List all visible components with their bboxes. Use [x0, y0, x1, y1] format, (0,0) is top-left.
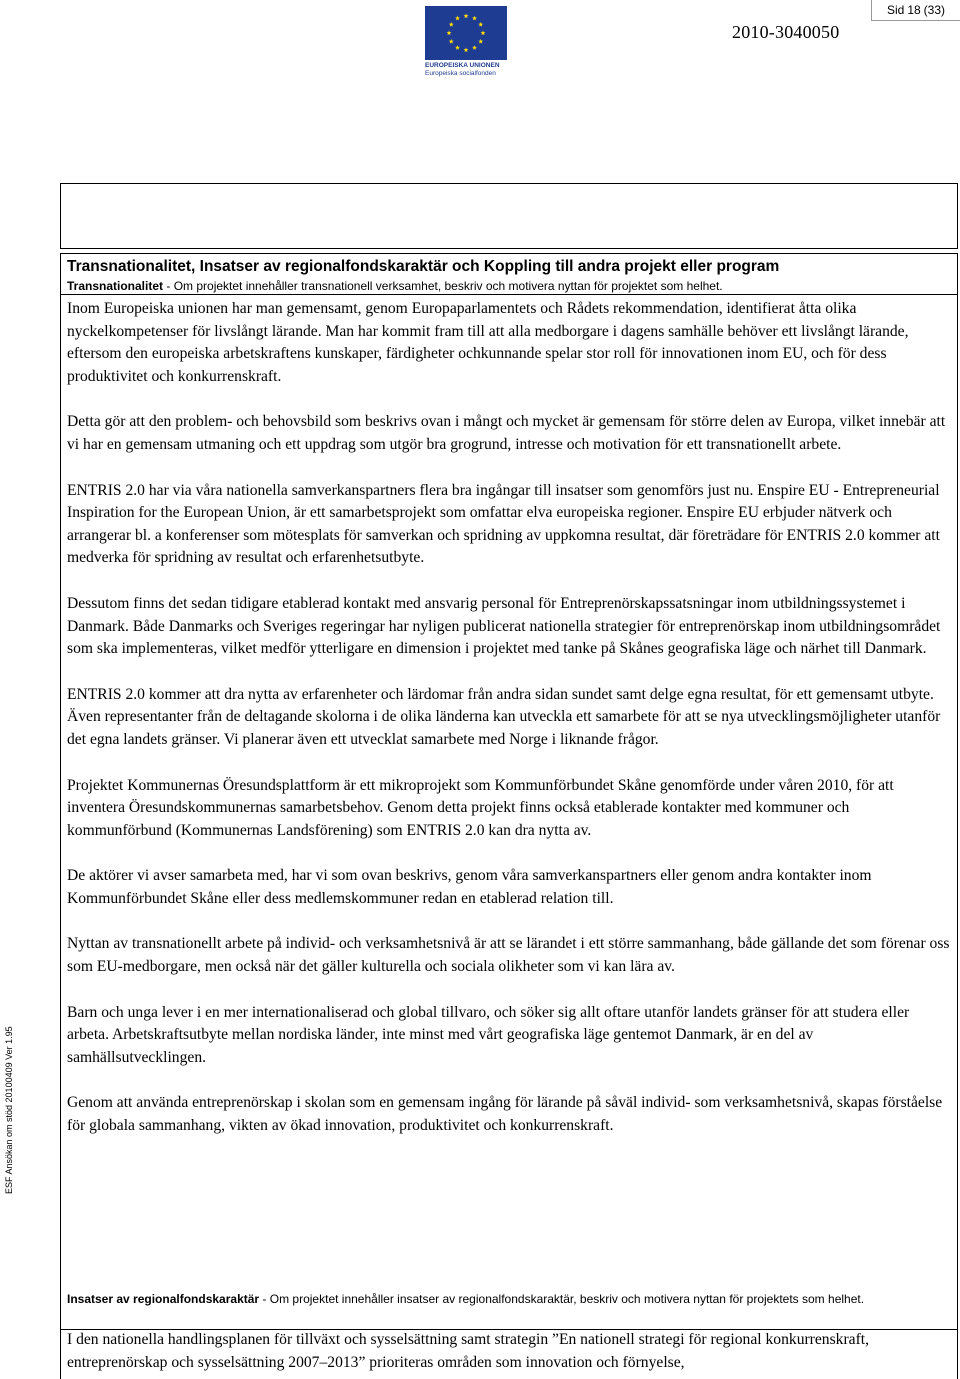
paragraph: ENTRIS 2.0 har via våra nationella samverkanspartners flera bra ingångar till insatser som genomförs just nu. Enspire EU - Entrepreneurial Inspiration for the European Union, är ett samarbetsprojekt som omfattar elva europeiska regioner. Enspire EU erbjuder nätverk och arrangerar bl. a konferenser som mötesplats för samverkan och spridning av uppkomna resultat, där företrädare för ENTRIS 2.0 kommer att medverka för spridning av resultat och erfarenhetsutbyte. [67, 481, 940, 567]
regional-text [67, 1329, 955, 1374]
page-label: Sid [886, 3, 905, 17]
section-subtitle [67, 279, 953, 293]
form-version-footer: ESF Ansökan om stöd 20100409 Ver 1.95 [4, 1026, 14, 1194]
eu-star [455, 45, 460, 50]
eu-star [455, 16, 460, 21]
paragraph: ENTRIS 2.0 kommer att dra nytta av erfarenheter och lärdomar från andra sidan sundet samt delge egna resultat, för ett gemensamt utbyte. Även representanter från de deltagande skolorna i de olika länderna kan utveckla ett samarbete för att se nya utvecklingsmöjligheter utanför det egna landets gränser. Vi planerar även ett utvecklat samarbete med Norge i liknande frågor. [67, 685, 941, 748]
paragraph: Nyttan av transnationellt arbete på individ- och verksamhetsnivå är att se lärandet i ett större sammanhang, både gällande det som förenar oss som EU-medborgare, men också när det gäller kulturella och sociala olikheter som vi kan lära av. [67, 935, 950, 976]
eu-flag-icon [425, 6, 507, 60]
page-current: 18 [907, 3, 921, 17]
eu-star [447, 30, 452, 35]
section-subtitle-rest: - Om projektet innehåller transnationell verksamhet, beskriv och motivera nyttan för projektet som helhet. [163, 279, 723, 293]
transnational-text [67, 298, 955, 1161]
section-title: Transnationalitet, Insatser av regionalfondskaraktär och Koppling till andra projekt eller program [67, 258, 780, 275]
paragraph: Dessutom finns det sedan tidigare etablerad kontakt med ansvarig personal för Entreprenörskapssatsningar inom utbildningssystemet i Danmark. Både Danmarks och Sveriges regeringar har nyligen publicerat nationella strategier för entreprenörskap inom utbildningsområdet som ska implementeras, vilket medför ytterligare en dimension i projektet med tanke på Skånes geografiska läge och närhet till Danmark. [67, 594, 941, 658]
paragraph: Genom att använda entreprenörskap i skolan som en gemensam ingång för lärande på såväl individ- som verksamhetsnivå, skapas förståelse för globala sammanhang, vikten av ökad innovation, produktivitet och konkurrenskraft. [67, 1094, 943, 1135]
eu-star [464, 47, 469, 52]
main-form-box [60, 253, 958, 1379]
paragraph: Inom Europeiska unionen har man gemensamt, genom Europaparlamentets och Rådets rekommendation, identifierat åtta olika nyckelkompetenser för livslångt lärande. Man har kommit fram till att alla medborgare i dagens samhälle behöver ett livslångt lärande, eftersom den europeiska arbetskraftens kunskaper, färdigheter ochkunnande spelar stor roll för innovationen inom EU, och för dess produktivitet och konkurrenskraft. [67, 300, 909, 385]
section-subtitle-bold: Transnationalitet [67, 279, 164, 293]
regional-heading-bold: Insatser av regionalfondskaraktär [67, 1292, 260, 1306]
empty-field-box [60, 183, 958, 249]
eu-star [478, 39, 483, 44]
regional-heading-rest: - Om projektet innehåller insatser av regionalfondskaraktär, beskriv och motivera nyttan för projektets som helhet. [259, 1292, 865, 1306]
paragraph: Detta gör att den problem- och behovsbild som beskrivs ovan i mångt och mycket är gemensam för större delen av Europa, vilket innebär att vi har en gemensam utmaning och ett uppdrag som utgör bra grogrund, intresse och motivation för ett transnationellt arbete. [67, 413, 946, 453]
eu-star [472, 16, 477, 21]
eu-star [449, 22, 454, 27]
paragraph: I den nationella handlingsplanen för tillväxt och sysselsättning samt strategin ”En nationell strategi för regional konkurrenskraft, entreprenörskap och sysselsättning 2007–2013” prioriteras områden som innovation och förnyelse, [67, 1331, 869, 1371]
paragraph: De aktörer vi avser samarbeta med, har vi som ovan beskrivs, genom våra samverkanspartners eller genom andra kontakter inom Kommunförbundet Skåne eller dess medlemskommuner redan en etablerad relation till. [67, 867, 872, 907]
page-number [871, 0, 960, 21]
eu-logo-text [425, 62, 507, 78]
eu-star [464, 13, 469, 18]
eu-star [481, 30, 486, 35]
page-total: (33) [923, 3, 946, 17]
eu-logo-line2: Europeiska socialfonden [425, 70, 496, 77]
diary-number: 2010-3040050 [732, 22, 840, 42]
eu-star [472, 45, 477, 50]
eu-logo-line1: EUROPEISKA UNIONEN [425, 62, 500, 69]
section-divider [61, 294, 957, 295]
paragraph: Projektet Kommunernas Öresundsplattform är ett mikroprojekt som Kommunförbundet Skåne genomförde under våren 2010, för att inventera Öresundskommunernas samarbetsbehov. Genom detta projekt finns också etablerade kontakter med kommuner och kommunförbund (Kommunernas Landsförening) som ENTRIS 2.0 kan dra nytta av. [67, 776, 894, 839]
regional-section-heading [67, 1291, 953, 1307]
eu-star [478, 22, 483, 27]
eu-logo [425, 6, 507, 80]
eu-star [449, 39, 454, 44]
paragraph: Barn och unga lever i en mer internationaliserad och global tillvaro, och söker sig allt oftare utanför landets gränser för att studera eller arbeta. Arbetskraftsutbyte mellan nordiska länder, inte minst med vårt geografiska läge gentemot Danmark, är en del av samhällsutvecklingen. [67, 1003, 910, 1066]
